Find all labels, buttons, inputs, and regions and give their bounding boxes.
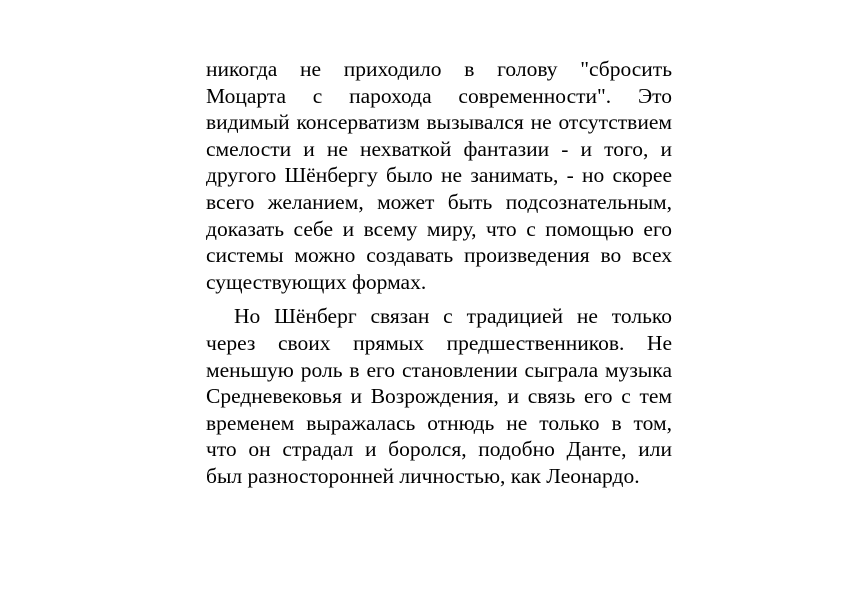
text-line: доказать себе и всему миру, что с помощью его xyxy=(206,216,672,241)
text-line: видимый консерватизм вызывался не отсутствием xyxy=(206,110,672,135)
text-line: Моцарта с парохода современности". Это xyxy=(206,83,672,108)
paragraph-spacing xyxy=(206,295,672,303)
text-line: через своих прямых предшественников. Не xyxy=(206,330,672,355)
text-line: смелости и не нехваткой фантазии - и того, и xyxy=(206,136,672,161)
text-line: существующих формах. xyxy=(206,269,427,294)
text-line: системы можно создавать произведения во всех xyxy=(206,243,672,268)
text-line: был разносторонней личностью, как Леонардо. xyxy=(206,463,640,488)
body-text xyxy=(206,56,672,490)
text-line: временем выражалась отнюдь не только в том, xyxy=(206,410,672,435)
text-line: что он страдал и боролся, подобно Данте, или xyxy=(206,437,672,462)
text-line: никогда не приходило в голову "сбросить xyxy=(206,57,672,81)
text-line: Средневековья и Возрождения, и связь его с тем xyxy=(206,384,672,409)
text-line: меньшую роль в его становлении сыграла музыка xyxy=(206,357,672,382)
paragraph-2 xyxy=(206,303,672,489)
text-line: другого Шёнбергу было не занимать, - но скорее xyxy=(206,163,672,188)
text-line: всего желанием, может быть подсознательным, xyxy=(206,189,672,214)
text-line: Но Шёнберг связан с традицией не только xyxy=(234,304,672,329)
paragraph-1 xyxy=(206,56,672,295)
